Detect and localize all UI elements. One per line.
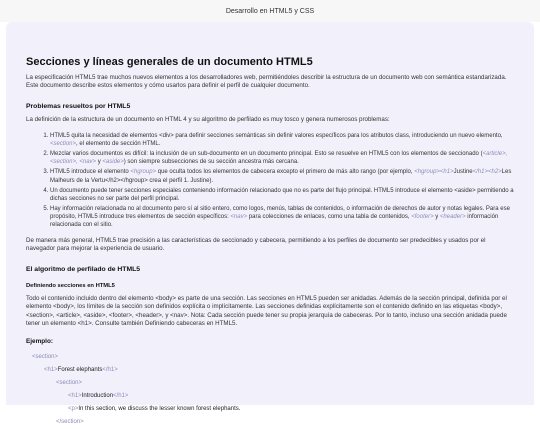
- window-title: Desarrollo en HTML5 y CSS: [225, 7, 315, 15]
- code-tag: <nav>: [230, 213, 248, 220]
- code-tag: <header>: [439, 213, 466, 220]
- algorithm-paragraph: Todo el contenido incluido dentro del elemento <body> es parte de una sección. Las secciones en HTML5 pueden ser anidadas. Además de la sección principal, definida por el elemento <body>, los límites de la sección son definidos explícita o implícitamente. Las secciones definidas explícitamente son el contenido definido en las etiquetas <body>, <section>, <article>, <aside>, <footer>, <header>, y <nav>. Nota: Cada sección puede tener su propia jerarquía de cabeceras. Por lo tanto, incluso una sección anidada puede tener un elemento <h1>. Consulte también Definiendo cabeceras en HTML5.: [26, 294, 507, 327]
- code-tag: <hgroup><h1>: [414, 169, 454, 176]
- article-content: [6, 22, 534, 429]
- code-tag: <section>: [50, 141, 77, 148]
- example-heading: Ejemplo:: [26, 338, 53, 346]
- document-page: [6, 22, 534, 426]
- intro-paragraph: La especificación HTML5 trae muchos nuevos elementos a los desarrolladores web, permitiéndoles describir la estructura de un documento web con semántica estandarizada. Este documento describe estos elementos y cómo usarlos para definir el perfil de cualquier documento.: [26, 74, 507, 90]
- article-title: Secciones y líneas generales de un documento HTML5: [26, 56, 313, 68]
- code-line: <section>: [32, 354, 59, 361]
- list-item: 5. Hay información relacionada no al documento pero sí al sitio entero, como logos, menús, tablas de contenidos, o información de derechos de autor y notas legales. Para ese propósito, HTML5 introduce tres elementos de sección específicos: <nav> para colecciones de enlaces, como una tabla de contenidos, <footer> y <header> información relacionada con el sitio.: [50, 205, 514, 229]
- code-line: <p>In this section, we discuss the lesser known forest elephants.: [68, 406, 241, 413]
- list-item: 2. Mezclar varios documentos es difícil: la inclusión de un sub-documento en un documento principal. Esto se resuelve en HTML5 con los elementos de seccionado (<article>, <section>, <nav> y <aside>) son siempre subsecciones de su sección ancestra más cercana.: [50, 150, 514, 166]
- code-line: <h1>Introduction</h1>: [68, 393, 129, 400]
- list-item: 4. Un documento puede tener secciones especiales conteniendo información relacionado que no es parte del flujo principal. HTML5 introduce el elemento <aside> permitiendo a dichas secciones no ser parte del perfil principal.: [50, 187, 514, 203]
- code-tag: <article>, <section>, <nav>: [50, 151, 508, 166]
- window-title-bar: [0, 0, 540, 22]
- code-tag: </h1><h2>: [472, 169, 502, 176]
- code-tag: <hgroup>: [130, 169, 157, 176]
- problems-closing: De manera más general, HTML5 trae precisión a las características de seccionado y cabecera, permitiendo a los perfiles de documento ser predecibles y usados por el navegador para mejorar la experiencia de usuario.: [26, 237, 486, 253]
- problems-list: [26, 132, 514, 229]
- problems-lead: La definición de la estructura de un documento en HTML 4 y su algoritmo de perfilado es muy tosco y genera numerosos problemas:: [26, 115, 390, 123]
- list-item: 3. HTML5 introduce el elemento <hgroup> que oculta todos los elementos de cabecera excepto el primero de más alto rango (por ejemplo, <hgroup><h1>Justine</h1><h2>Les Malheurs de la Vertu</h2></hgroup> crea el perfil 1. Justine).: [50, 168, 514, 184]
- code-line: </section>: [56, 419, 84, 426]
- list-item: 1. HTML5 quita la necesidad de elementos <div> para definir secciones semánticas sin definir valores específicos para los atributos class, introduciendo un nuevo elemento, <section>, el elemento de sección HTML.: [50, 132, 514, 148]
- code-line: <section>: [56, 380, 83, 387]
- code-tag: <footer>: [411, 213, 434, 220]
- algorithm-heading: El algoritmo de perfilado de HTML5: [26, 265, 141, 273]
- problems-heading: Problemas resueltos por HTML5: [26, 102, 131, 110]
- code-tag: <aside>: [102, 159, 124, 166]
- algorithm-subheading: Definiendo secciones en HTML5: [26, 282, 115, 289]
- code-example: [26, 351, 514, 429]
- code-line: <h1>Forest elephants</h1>: [44, 367, 118, 374]
